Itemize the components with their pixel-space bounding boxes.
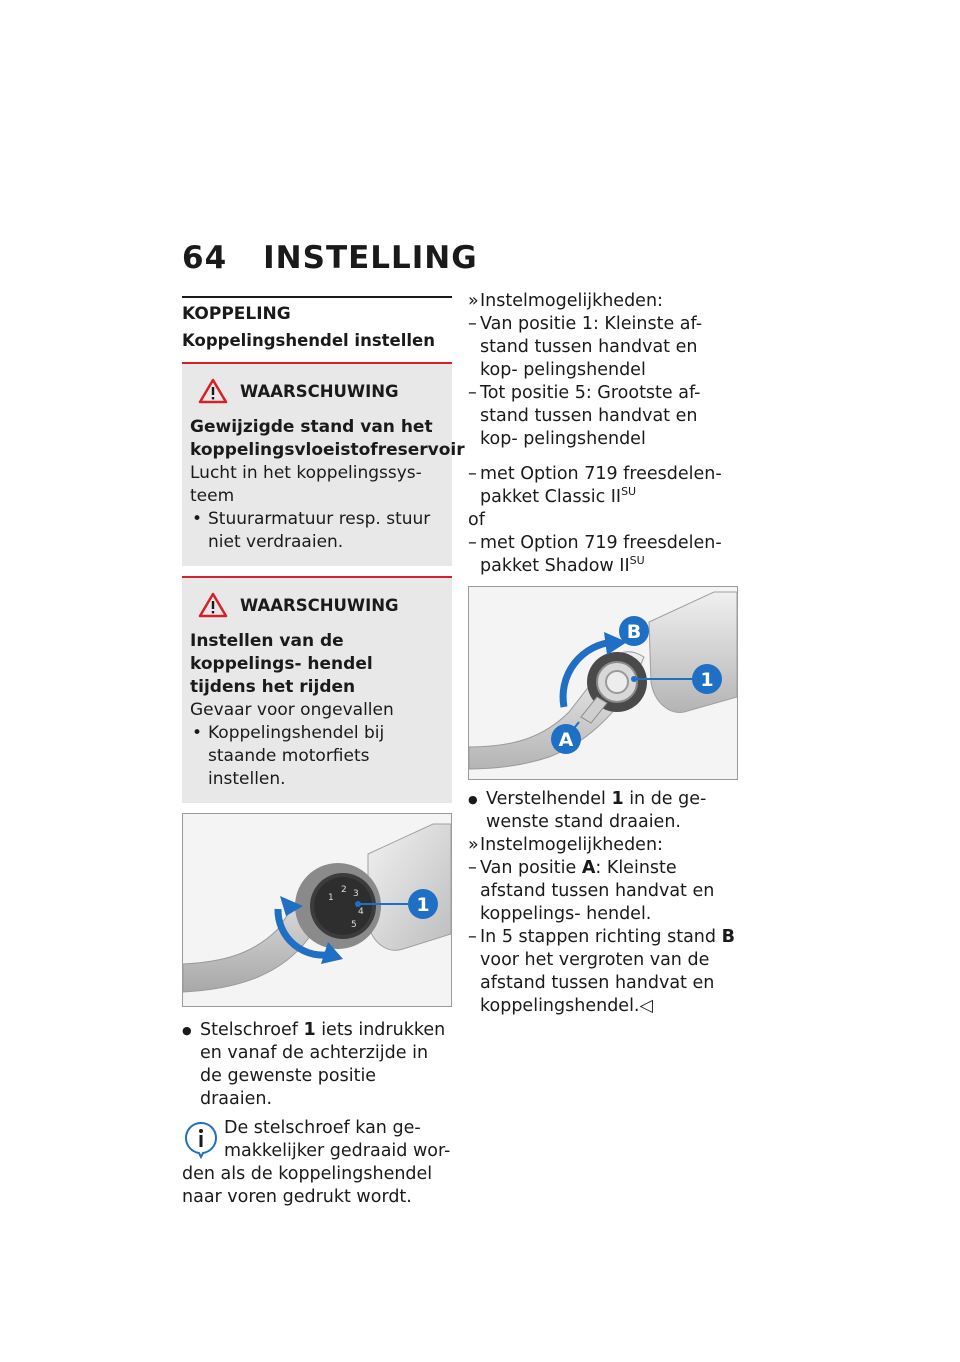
warning-box-2 (182, 578, 452, 803)
page-header (182, 240, 478, 276)
dial-mark: 3 (353, 889, 359, 899)
option-2: – Tot positie 5: Grootste af- stand tussen handvat en kop- pelingshendel (468, 382, 738, 451)
section-title: KOPPELING (182, 304, 291, 324)
end-of-section-mark: ◁ (639, 996, 653, 1016)
warning-label: WAARSCHUWING (240, 595, 399, 615)
info-rest: den als de koppelingshendel naar voren gedrukt wordt. (182, 1164, 433, 1207)
adjuster-lever-illustration (469, 587, 737, 779)
option-a (468, 857, 738, 926)
warning-triangle-icon (198, 378, 228, 404)
option-b-reference: B (721, 927, 735, 947)
package-1 (468, 463, 738, 509)
left-column (182, 296, 465, 1209)
clutch-lever-illustration (183, 814, 451, 1006)
right-column (468, 290, 738, 1018)
dial-mark: 4 (358, 907, 364, 917)
dial-mark: 1 (328, 893, 334, 903)
package-2-sup: SU (629, 554, 645, 568)
adjuster-lever-figure (468, 586, 738, 780)
callout-1: 1 (700, 669, 714, 691)
option-a-reference: A (581, 858, 596, 878)
dial-mark: 5 (351, 920, 357, 930)
warning-bullet: • Koppelingshendel bij staande motorfiets instellen. (190, 722, 444, 791)
result-2: » Instelmogelijkheden: (468, 834, 738, 857)
dial-mark: 2 (341, 885, 347, 895)
warning-text: Gevaar voor ongevallen (190, 700, 394, 720)
warning-title: Gewijzigde stand van het koppelingsvloeistofreservoir (190, 417, 465, 460)
info-note (182, 1117, 452, 1209)
callout-a: A (558, 729, 574, 751)
warning-header (198, 592, 444, 618)
step-text (182, 1019, 452, 1111)
option-b (468, 926, 738, 1018)
package-2 (468, 532, 738, 578)
warning-title: Instellen van de koppelings- hendel tijdens het rijden (190, 631, 373, 697)
subsection-title: Koppelingshendel instellen (182, 331, 435, 350)
package-2-text: met Option 719 freesdelen- pakket Shadow II (480, 533, 722, 576)
result-1: » Instelmogelijkheden: (468, 290, 738, 313)
warning-triangle-icon (198, 592, 228, 618)
step-reference: 1 (303, 1020, 316, 1040)
step-text-prefix: Verstelhendel (486, 789, 612, 809)
step-text (468, 788, 738, 834)
option-b-suffix: voor het vergroten van de afstand tussen handvat en koppelingshendel. (480, 950, 715, 1016)
step-text-suffix: iets indrukken en vanaf de achterzijde in de gewenste positie draaien. (200, 1020, 446, 1109)
package-1-text: met Option 719 freesdelen- pakket Classic II (480, 464, 722, 507)
page-number: 64 (182, 240, 228, 276)
option-a-prefix: Van positie (480, 858, 582, 878)
step-text-suffix: in de ge- wenste stand draaien. (486, 789, 707, 832)
info-line-2: makkelijker gedraaid wor- (224, 1141, 451, 1161)
warning-header (198, 378, 444, 404)
warning-label: WAARSCHUWING (240, 381, 399, 401)
package-1-sup: SU (621, 485, 637, 499)
warning-box-1 (182, 364, 465, 566)
option-a-suffix: : Kleinste afstand tussen handvat en koppelings- hendel. (480, 858, 715, 924)
option-b-prefix: In 5 stappen richting stand (480, 927, 722, 947)
section-rule (182, 296, 452, 298)
or-text: of (468, 510, 485, 530)
callout-b: B (626, 621, 642, 643)
warning-text: Lucht in het koppelingssys- teem (190, 463, 422, 506)
warning-bullet: • Stuurarmatuur resp. stuur niet verdraaien. (190, 508, 444, 554)
clutch-lever-figure (182, 813, 452, 1007)
callout-1: 1 (416, 894, 430, 916)
info-icon (184, 1121, 218, 1159)
page-title: INSTELLING (263, 240, 478, 276)
step-reference: 1 (611, 789, 624, 809)
option-1: – Van positie 1: Kleinste af- stand tussen handvat en kop- pelingshendel (468, 313, 738, 382)
info-line-1: De stelschroef kan ge- (224, 1118, 421, 1138)
step-text-prefix: Stelschroef (200, 1020, 304, 1040)
